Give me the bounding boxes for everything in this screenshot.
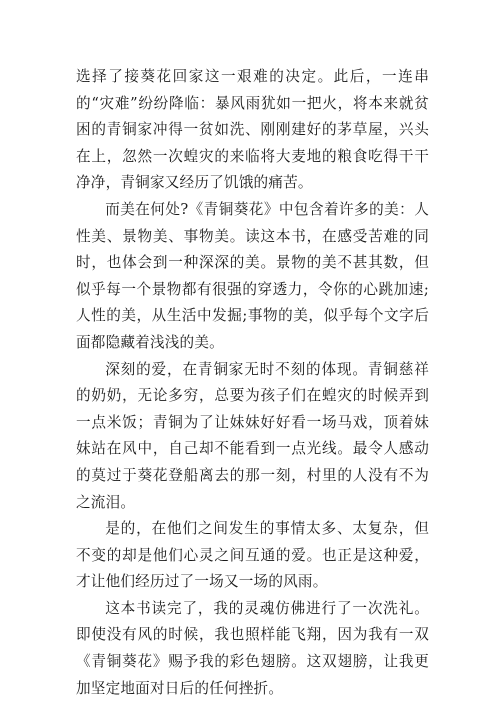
document-body	[76, 64, 429, 702]
paragraph-4: 是的，在他们之间发生的事情太多、太复杂，但不变的却是他们心灵之间互通的爱。也正是这种爱，才让他们经历过了一场又一场的风雨。	[76, 520, 429, 591]
paragraph-5: 这本书读完了，我的灵魂仿佛进行了一次洗礼。即使没有风的时候，我也照样能飞翔，因为我有一双《青铜葵花》赐予我的彩色翅膀。这双翅膀，让我更加坚定地面对日后的任何挫折。	[76, 599, 429, 697]
paragraph-3: 深刻的爱，在青铜家无时不刻的体现。青铜慈祥的奶奶，无论多穷，总要为孩子们在蝗灾的时候弄到一点米饭；青铜为了让妹妹好好看一场马戏，顶着妹妹站在风中，自己却不能看到一点光线。最令人感动的莫过于葵花登船离去的那一刻，村里的人没有不为之流泪。	[76, 360, 429, 511]
paragraph-1: 选择了接葵花回家这一艰难的决定。此后，一连串的“灾难”纷纷降临：暴风雨犹如一把火，将本来就贫困的青铜家冲得一贫如洗、刚刚建好的茅草屋，兴头在上，忽然一次蝗灾的来临将大麦地的粮食吃得干干净净，青铜家又经历了饥饿的痛苦。	[76, 68, 429, 192]
paragraph-2: 而美在何处?《青铜葵花》中包含着许多的美：人性美、景物美、事物美。读这本书，在感受苦难的同时，也体会到一种深深的美。景物的美不甚其数，但似乎每一个景物都有很强的穿透力，令你的心跳加速;人性的美，从生活中发掘;事物的美，似乎每个文字后面都隐藏着浅浅的美。	[76, 200, 429, 351]
